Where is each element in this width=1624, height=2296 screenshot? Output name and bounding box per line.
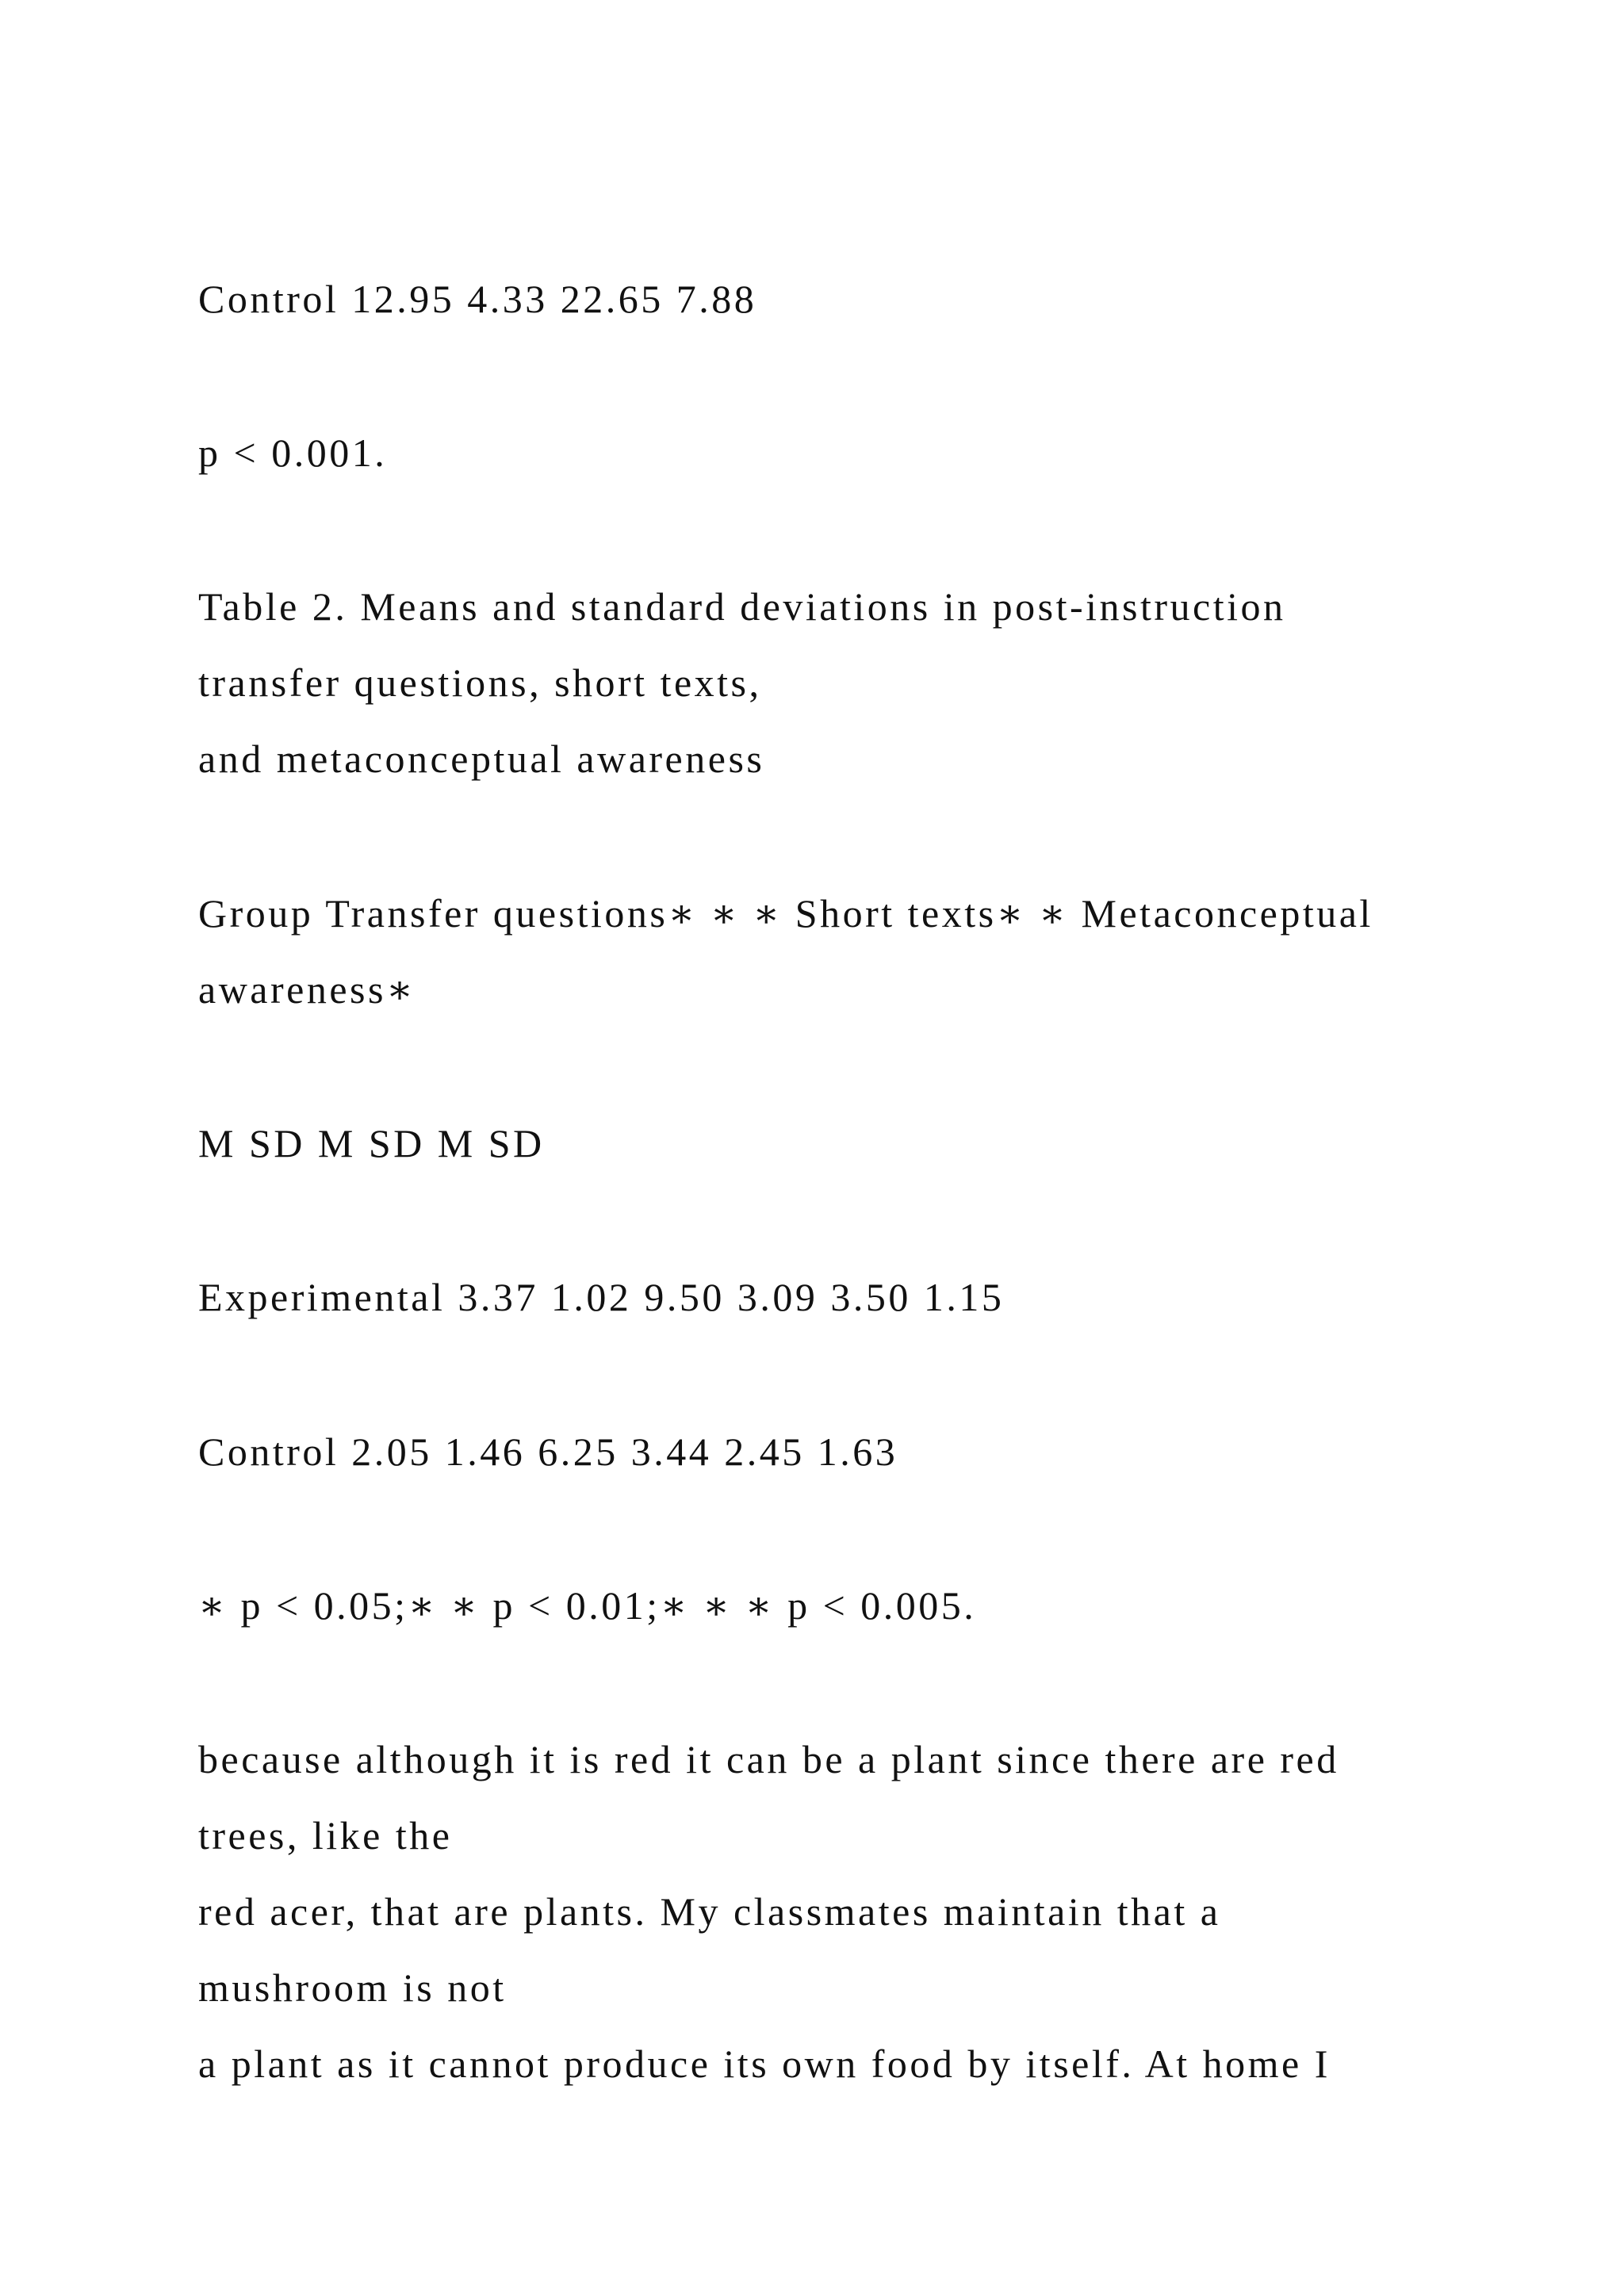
table2-caption-line-2: transfer questions, short texts, — [198, 660, 762, 705]
body-text-line: trees, like the — [198, 1813, 453, 1858]
table2-header-row: Group Transfer questions∗ ∗ ∗ Short texts∗ ∗ Metaconceptual — [198, 891, 1373, 936]
table2-caption-line-1: Table 2. Means and standard deviations in post-instruction — [198, 584, 1286, 629]
body-text-line: mushroom is not — [198, 1965, 507, 2010]
table2-subheader-row: M SD M SD M SD — [198, 1121, 545, 1165]
body-text-line: a plant as it cannot produce its own food by itself. At home I — [198, 2042, 1331, 2086]
body-text-line: red acer, that are plants. My classmates maintain that a — [198, 1889, 1221, 1934]
table2-significance-note: ∗ p < 0.05;∗ ∗ p < 0.01;∗ ∗ ∗ p < 0.005. — [198, 1583, 977, 1628]
table1-control-row: Control 12.95 4.33 22.65 7.88 — [198, 277, 757, 321]
table2-experimental-row: Experimental 3.37 1.02 9.50 3.09 3.50 1.15 — [198, 1275, 1005, 1319]
table2-control-row: Control 2.05 1.46 6.25 3.44 2.45 1.63 — [198, 1429, 898, 1474]
table1-significance-note: p < 0.001. — [198, 430, 388, 475]
table2-caption-line-3: and metaconceptual awareness — [198, 737, 765, 781]
table2-header-row-continued: awareness∗ — [198, 967, 416, 1012]
body-text-line: because although it is red it can be a plant since there are red — [198, 1737, 1339, 1781]
